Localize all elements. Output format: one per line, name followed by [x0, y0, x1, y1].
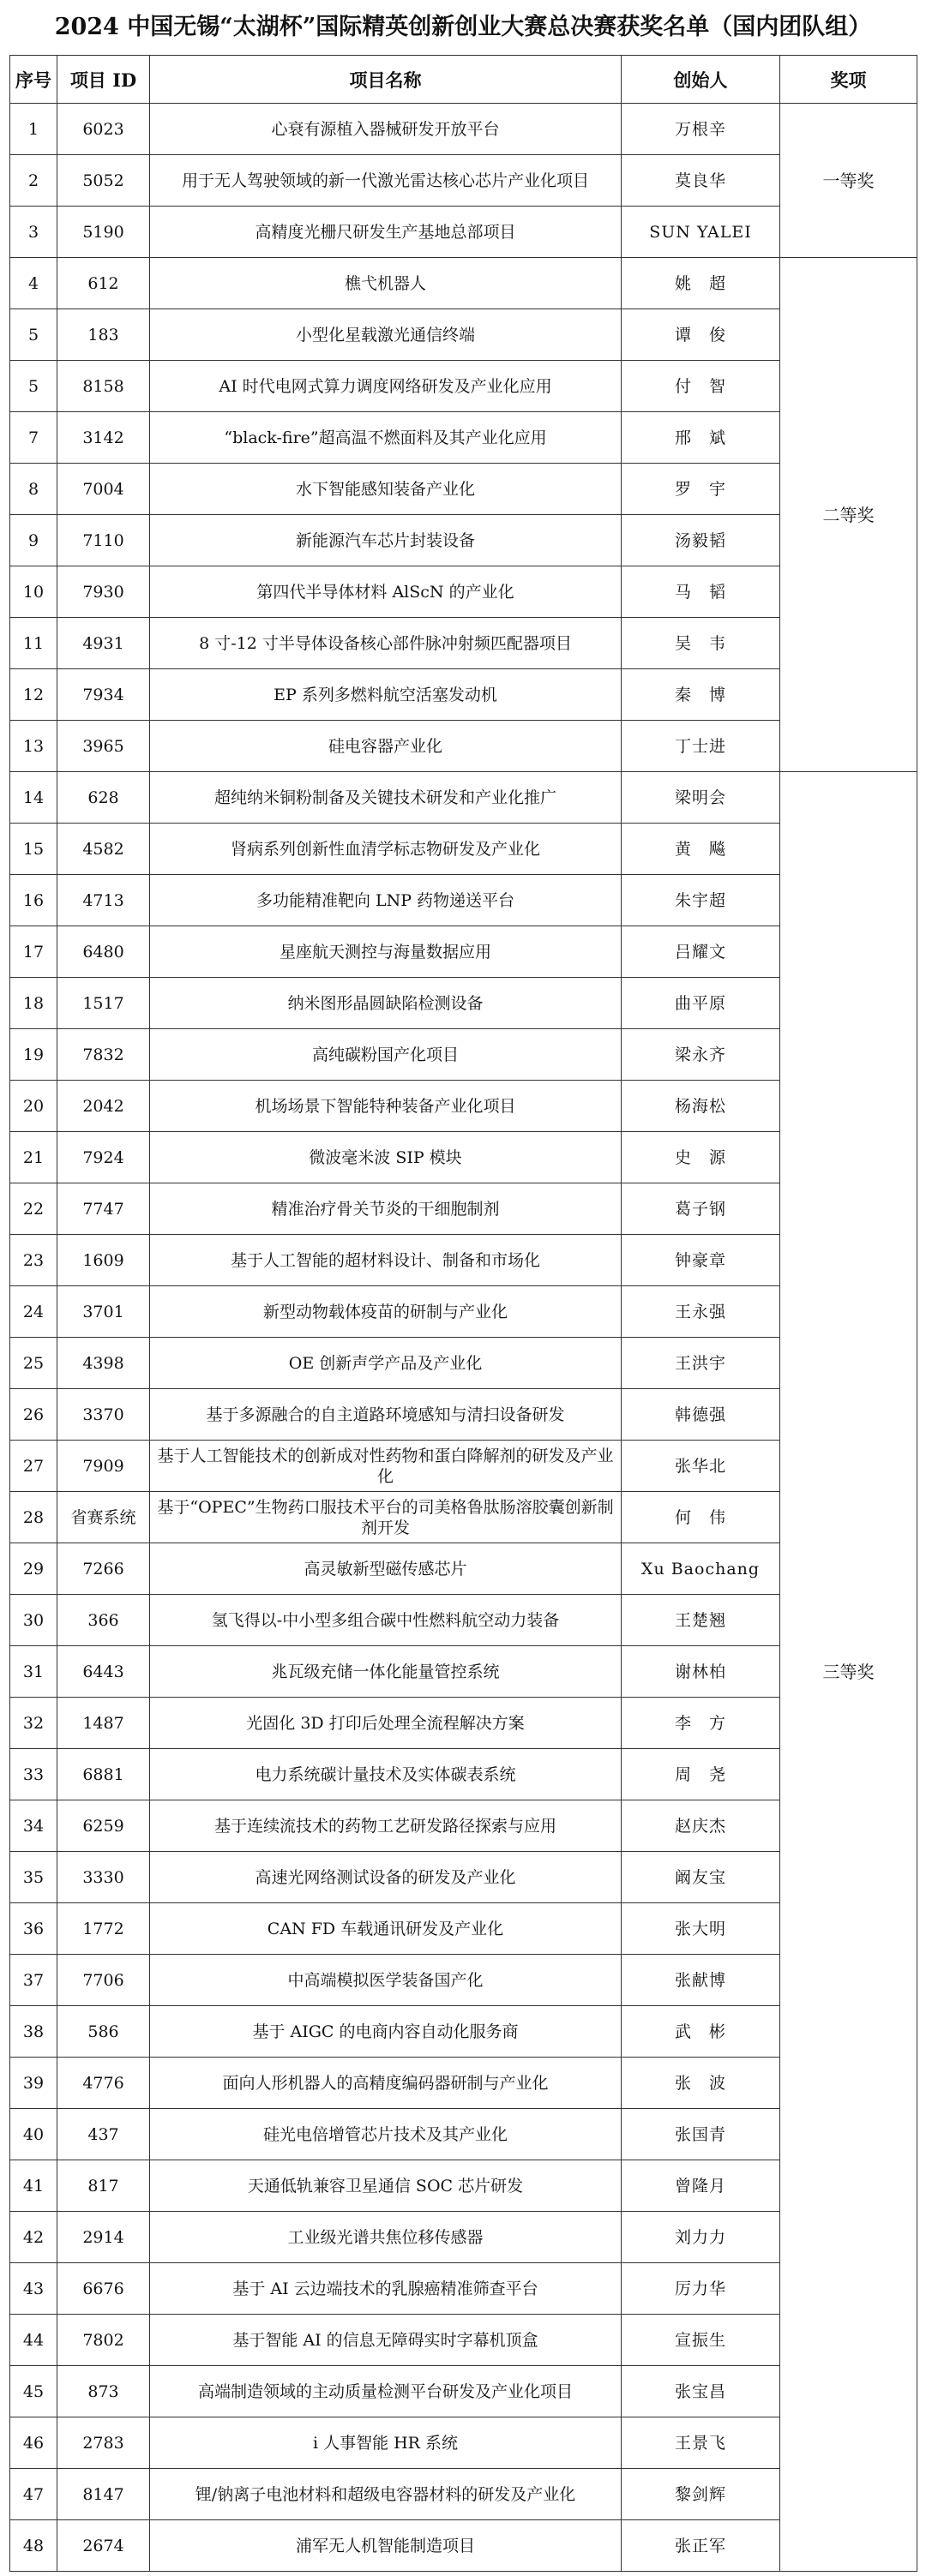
- serial-cell: 13: [10, 721, 57, 772]
- project-id-cell: 8158: [57, 361, 150, 412]
- project-id-cell: 3370: [57, 1389, 150, 1441]
- founder-cell: 张正军: [622, 2520, 780, 2572]
- founder-cell: 赵庆杰: [622, 1800, 780, 1852]
- award-cell: 三等奖: [780, 772, 917, 2572]
- founder-cell: 武 彬: [622, 2006, 780, 2058]
- project-id-cell: 7747: [57, 1183, 150, 1235]
- founder-cell: 李 方: [622, 1698, 780, 1749]
- project-name-cell: 基于人工智能技术的创新成对性药物和蛋白降解剂的研发及产业化: [150, 1441, 622, 1492]
- project-name-cell: 光固化 3D 打印后处理全流程解决方案: [150, 1698, 622, 1749]
- project-id-cell: 366: [57, 1595, 150, 1646]
- serial-cell: 35: [10, 1852, 57, 1903]
- project-name-cell: 多功能精准靶向 LNP 药物递送平台: [150, 875, 622, 926]
- project-id-cell: 2783: [57, 2417, 150, 2469]
- serial-cell: 27: [10, 1441, 57, 1492]
- serial-cell: 14: [10, 772, 57, 824]
- header-project-name: 项目名称: [150, 56, 622, 104]
- header-project-id: 项目 ID: [57, 56, 150, 104]
- project-id-cell: 7706: [57, 1955, 150, 2006]
- serial-cell: 29: [10, 1543, 57, 1595]
- project-name-cell: 小型化星载激光通信终端: [150, 309, 622, 361]
- serial-cell: 45: [10, 2366, 57, 2417]
- header-serial: 序号: [10, 56, 57, 104]
- founder-cell: 谢林柏: [622, 1646, 780, 1698]
- founder-cell: 吕耀文: [622, 926, 780, 978]
- project-name-cell: 基于多源融合的自主道路环境感知与清扫设备研发: [150, 1389, 622, 1441]
- project-id-cell: 1517: [57, 978, 150, 1029]
- project-name-cell: 超纯纳米铜粉制备及关键技术研发和产业化推广: [150, 772, 622, 824]
- founder-cell: 汤毅韬: [622, 515, 780, 566]
- serial-cell: 7: [10, 412, 57, 464]
- serial-cell: 23: [10, 1235, 57, 1286]
- project-name-cell: 新型动物载体疫苗的研制与产业化: [150, 1286, 622, 1338]
- project-id-cell: 1609: [57, 1235, 150, 1286]
- founder-cell: 马 韬: [622, 566, 780, 618]
- serial-cell: 1: [10, 104, 57, 155]
- project-name-cell: 8 寸-12 寸半导体设备核心部件脉冲射频匹配器项目: [150, 618, 622, 669]
- project-id-cell: 4931: [57, 618, 150, 669]
- founder-cell: 王景飞: [622, 2417, 780, 2469]
- project-name-cell: 氢飞得以-中小型多组合碳中性燃料航空动力装备: [150, 1595, 622, 1646]
- project-id-cell: 7802: [57, 2315, 150, 2366]
- project-name-cell: AI 时代电网式算力调度网络研发及产业化应用: [150, 361, 622, 412]
- serial-cell: 42: [10, 2212, 57, 2263]
- serial-cell: 26: [10, 1389, 57, 1441]
- project-id-cell: 6676: [57, 2263, 150, 2315]
- serial-cell: 5: [10, 309, 57, 361]
- project-name-cell: 工业级光谱共焦位移传感器: [150, 2212, 622, 2263]
- award-table: [9, 55, 917, 2572]
- project-id-cell: 省赛系统: [57, 1492, 150, 1543]
- founder-cell: 刘力力: [622, 2212, 780, 2263]
- project-name-cell: 中高端模拟医学装备国产化: [150, 1955, 622, 2006]
- table-body: [10, 104, 917, 2572]
- founder-cell: 张国青: [622, 2109, 780, 2160]
- project-name-cell: 星座航天测控与海量数据应用: [150, 926, 622, 978]
- serial-cell: 39: [10, 2058, 57, 2109]
- serial-cell: 44: [10, 2315, 57, 2366]
- header-award: 奖项: [780, 56, 917, 104]
- serial-cell: 48: [10, 2520, 57, 2572]
- project-id-cell: 3142: [57, 412, 150, 464]
- project-id-cell: 4582: [57, 824, 150, 875]
- serial-cell: 21: [10, 1132, 57, 1183]
- project-name-cell: 面向人形机器人的高精度编码器研制与产业化: [150, 2058, 622, 2109]
- serial-cell: 47: [10, 2469, 57, 2520]
- project-name-cell: OE 创新声学产品及产业化: [150, 1338, 622, 1389]
- project-id-cell: 873: [57, 2366, 150, 2417]
- project-name-cell: 樵弋机器人: [150, 258, 622, 309]
- founder-cell: 曾隆月: [622, 2160, 780, 2212]
- project-id-cell: 4776: [57, 2058, 150, 2109]
- project-id-cell: 628: [57, 772, 150, 824]
- project-name-cell: EP 系列多燃料航空活塞发动机: [150, 669, 622, 721]
- founder-cell: 钟豪章: [622, 1235, 780, 1286]
- project-id-cell: 1487: [57, 1698, 150, 1749]
- project-id-cell: 6480: [57, 926, 150, 978]
- project-name-cell: 高灵敏新型磁传感芯片: [150, 1543, 622, 1595]
- founder-cell: 杨海松: [622, 1081, 780, 1132]
- founder-cell: 张 波: [622, 2058, 780, 2109]
- project-id-cell: 7930: [57, 566, 150, 618]
- project-name-cell: 高速光网络测试设备的研发及产业化: [150, 1852, 622, 1903]
- project-id-cell: 183: [57, 309, 150, 361]
- project-name-cell: 电力系统碳计量技术及实体碳表系统: [150, 1749, 622, 1800]
- founder-cell: 王洪宇: [622, 1338, 780, 1389]
- founder-cell: 朱宇超: [622, 875, 780, 926]
- founder-cell: 韩德强: [622, 1389, 780, 1441]
- project-name-cell: 高精度光栅尺研发生产基地总部项目: [150, 207, 622, 258]
- project-name-cell: 硅光电倍增管芯片技术及其产业化: [150, 2109, 622, 2160]
- serial-cell: 22: [10, 1183, 57, 1235]
- serial-cell: 5: [10, 361, 57, 412]
- project-id-cell: 586: [57, 2006, 150, 2058]
- founder-cell: 张华北: [622, 1441, 780, 1492]
- table-row: [10, 258, 917, 309]
- award-cell: 一等奖: [780, 104, 917, 258]
- project-id-cell: 8147: [57, 2469, 150, 2520]
- founder-cell: 黎剑辉: [622, 2469, 780, 2520]
- project-id-cell: 3330: [57, 1852, 150, 1903]
- serial-cell: 2: [10, 155, 57, 207]
- project-id-cell: 4713: [57, 875, 150, 926]
- serial-cell: 46: [10, 2417, 57, 2469]
- founder-cell: 张大明: [622, 1903, 780, 1955]
- serial-cell: 32: [10, 1698, 57, 1749]
- serial-cell: 20: [10, 1081, 57, 1132]
- serial-cell: 36: [10, 1903, 57, 1955]
- project-name-cell: 基于智能 AI 的信息无障碍实时字幕机顶盒: [150, 2315, 622, 2366]
- project-id-cell: 2674: [57, 2520, 150, 2572]
- project-name-cell: 纳米图形晶圆缺陷检测设备: [150, 978, 622, 1029]
- project-id-cell: 6259: [57, 1800, 150, 1852]
- project-name-cell: 水下智能感知装备产业化: [150, 464, 622, 515]
- founder-cell: 张献博: [622, 1955, 780, 2006]
- founder-cell: 周 尧: [622, 1749, 780, 1800]
- project-name-cell: 第四代半导体材料 AlScN 的产业化: [150, 566, 622, 618]
- table-row: [10, 772, 917, 824]
- serial-cell: 4: [10, 258, 57, 309]
- founder-cell: 丁士进: [622, 721, 780, 772]
- founder-cell: 谭 俊: [622, 309, 780, 361]
- founder-cell: 黄 飚: [622, 824, 780, 875]
- document-title: 2024 中国无锡“太湖杯”国际精英创新创业大赛总决赛获奖名单（国内团队组）: [54, 14, 872, 40]
- project-name-cell: 心衰有源植入器械研发开放平台: [150, 104, 622, 155]
- project-id-cell: 817: [57, 2160, 150, 2212]
- serial-cell: 41: [10, 2160, 57, 2212]
- project-id-cell: 5190: [57, 207, 150, 258]
- table-row: [10, 104, 917, 155]
- serial-cell: 24: [10, 1286, 57, 1338]
- serial-cell: 19: [10, 1029, 57, 1081]
- project-name-cell: 基于“OPEC”生物药口服技术平台的司美格鲁肽肠溶胶囊创新制剂开发: [150, 1492, 622, 1543]
- founder-cell: SUN YALEI: [622, 207, 780, 258]
- serial-cell: 11: [10, 618, 57, 669]
- founder-cell: 何 伟: [622, 1492, 780, 1543]
- project-name-cell: 肾病系列创新性血清学标志物研发及产业化: [150, 824, 622, 875]
- serial-cell: 16: [10, 875, 57, 926]
- serial-cell: 18: [10, 978, 57, 1029]
- serial-cell: 3: [10, 207, 57, 258]
- project-name-cell: 天通低轨兼容卫星通信 SOC 芯片研发: [150, 2160, 622, 2212]
- project-name-cell: 精准治疗骨关节炎的干细胞制剂: [150, 1183, 622, 1235]
- project-name-cell: 新能源汽车芯片封装设备: [150, 515, 622, 566]
- serial-cell: 17: [10, 926, 57, 978]
- founder-cell: 宣振生: [622, 2315, 780, 2366]
- project-name-cell: 机场场景下智能特种装备产业化项目: [150, 1081, 622, 1132]
- project-id-cell: 5052: [57, 155, 150, 207]
- founder-cell: 曲平原: [622, 978, 780, 1029]
- project-id-cell: 612: [57, 258, 150, 309]
- project-name-cell: 高纯碳粉国产化项目: [150, 1029, 622, 1081]
- project-name-cell: 微波毫米波 SIP 模块: [150, 1132, 622, 1183]
- serial-cell: 28: [10, 1492, 57, 1543]
- project-id-cell: 4398: [57, 1338, 150, 1389]
- award-cell: 二等奖: [780, 258, 917, 772]
- serial-cell: 12: [10, 669, 57, 721]
- project-id-cell: 7909: [57, 1441, 150, 1492]
- founder-cell: 邢 斌: [622, 412, 780, 464]
- project-name-cell: 高端制造领域的主动质量检测平台研发及产业化项目: [150, 2366, 622, 2417]
- project-id-cell: 7934: [57, 669, 150, 721]
- serial-cell: 10: [10, 566, 57, 618]
- founder-cell: 史 源: [622, 1132, 780, 1183]
- project-name-cell: i 人事智能 HR 系统: [150, 2417, 622, 2469]
- header-row: [10, 56, 917, 104]
- project-name-cell: 基于 AI 云边端技术的乳腺癌精准筛查平台: [150, 2263, 622, 2315]
- project-id-cell: 6443: [57, 1646, 150, 1698]
- founder-cell: 秦 博: [622, 669, 780, 721]
- founder-cell: 王永强: [622, 1286, 780, 1338]
- founder-cell: 梁明会: [622, 772, 780, 824]
- project-name-cell: 基于连续流技术的药物工艺研发路径探索与应用: [150, 1800, 622, 1852]
- serial-cell: 31: [10, 1646, 57, 1698]
- project-name-cell: 基于 AIGC 的电商内容自动化服务商: [150, 2006, 622, 2058]
- project-name-cell: CAN FD 车载通讯研发及产业化: [150, 1903, 622, 1955]
- project-name-cell: 锂/钠离子电池材料和超级电容器材料的研发及产业化: [150, 2469, 622, 2520]
- founder-cell: 罗 宇: [622, 464, 780, 515]
- project-id-cell: 7266: [57, 1543, 150, 1595]
- project-id-cell: 3965: [57, 721, 150, 772]
- serial-cell: 8: [10, 464, 57, 515]
- project-name-cell: 硅电容器产业化: [150, 721, 622, 772]
- founder-cell: 梁永齐: [622, 1029, 780, 1081]
- project-name-cell: 基于人工智能的超材料设计、制备和市场化: [150, 1235, 622, 1286]
- header-founder: 创始人: [622, 56, 780, 104]
- project-name-cell: 用于无人驾驶领域的新一代激光雷达核心芯片产业化项目: [150, 155, 622, 207]
- project-id-cell: 1772: [57, 1903, 150, 1955]
- project-id-cell: 6023: [57, 104, 150, 155]
- project-id-cell: 2914: [57, 2212, 150, 2263]
- founder-cell: 莫良华: [622, 155, 780, 207]
- project-id-cell: 7924: [57, 1132, 150, 1183]
- serial-cell: 33: [10, 1749, 57, 1800]
- serial-cell: 38: [10, 2006, 57, 2058]
- project-id-cell: 6881: [57, 1749, 150, 1800]
- project-name-cell: 浦军无人机智能制造项目: [150, 2520, 622, 2572]
- founder-cell: 姚 超: [622, 258, 780, 309]
- founder-cell: Xu Baochang: [622, 1543, 780, 1595]
- project-id-cell: 7004: [57, 464, 150, 515]
- project-id-cell: 437: [57, 2109, 150, 2160]
- serial-cell: 37: [10, 1955, 57, 2006]
- founder-cell: 吴 韦: [622, 618, 780, 669]
- serial-cell: 9: [10, 515, 57, 566]
- serial-cell: 30: [10, 1595, 57, 1646]
- founder-cell: 万根辛: [622, 104, 780, 155]
- serial-cell: 40: [10, 2109, 57, 2160]
- founder-cell: 厉力华: [622, 2263, 780, 2315]
- founder-cell: 张宝昌: [622, 2366, 780, 2417]
- founder-cell: 王楚翘: [622, 1595, 780, 1646]
- project-name-cell: 兆瓦级充储一体化能量管控系统: [150, 1646, 622, 1698]
- project-id-cell: 2042: [57, 1081, 150, 1132]
- project-name-cell: “black-fire”超高温不燃面料及其产业化应用: [150, 412, 622, 464]
- serial-cell: 15: [10, 824, 57, 875]
- project-id-cell: 7110: [57, 515, 150, 566]
- founder-cell: 付 智: [622, 361, 780, 412]
- founder-cell: 葛子钢: [622, 1183, 780, 1235]
- serial-cell: 43: [10, 2263, 57, 2315]
- project-id-cell: 3701: [57, 1286, 150, 1338]
- project-id-cell: 7832: [57, 1029, 150, 1081]
- founder-cell: 阚友宝: [622, 1852, 780, 1903]
- serial-cell: 25: [10, 1338, 57, 1389]
- serial-cell: 34: [10, 1800, 57, 1852]
